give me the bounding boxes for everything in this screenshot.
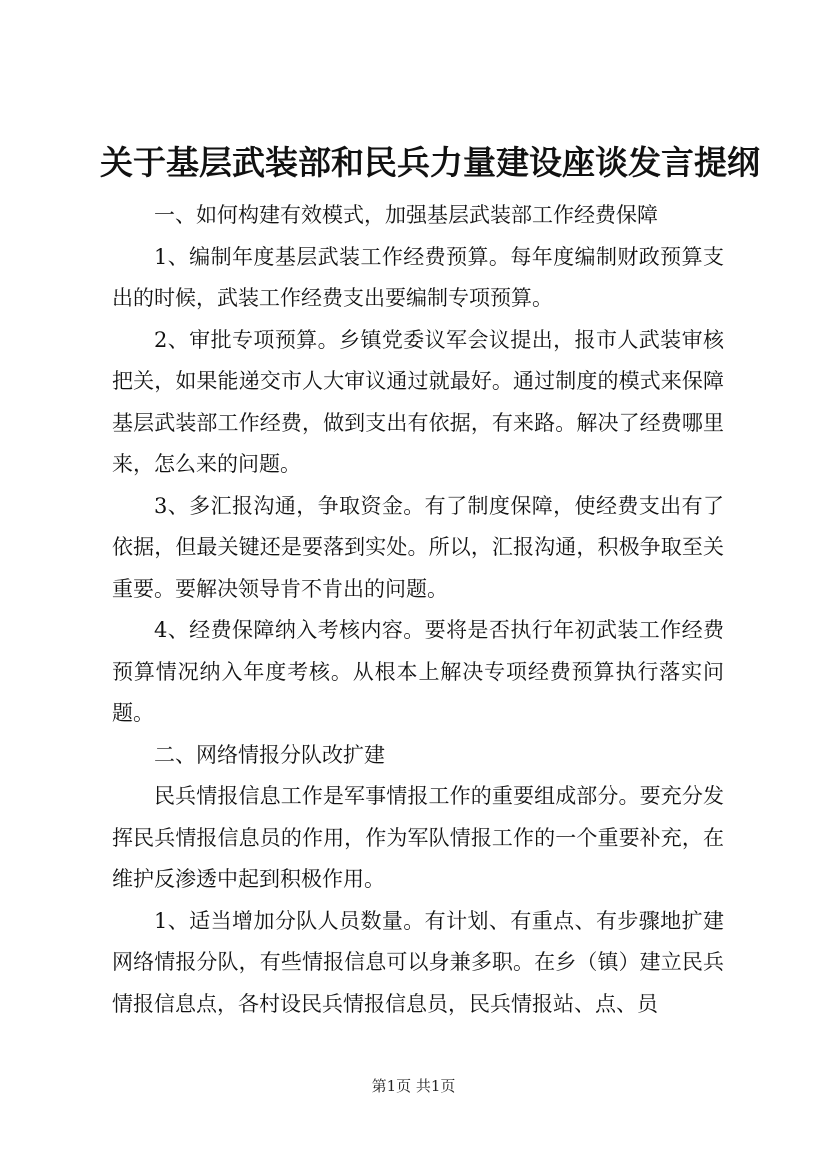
document-title: 关于基层武装部和民兵力量建设座谈发言提纲 (100, 143, 760, 182)
document-body (112, 195, 724, 1025)
paragraph-budget-planning: 1、编制年度基层武装工作经费预算。每年度编制财政预算支出的时候，武装工作经费支出要编制专项预算。 (112, 244, 724, 310)
section-heading-2: 二、网络情报分队改扩建 (154, 742, 385, 767)
page-footer: 第1页 共1页 (371, 1077, 456, 1095)
paragraph-militia-intelligence: 民兵情报信息工作是军事情报工作的重要组成部分。要充分发挥民兵情报信息员的作用，作为军队情报工作的一个重要补充，在维护反渗透中起到积极作用。 (112, 784, 724, 891)
section-heading-1: 一、如何构建有效模式，加强基层武装部工作经费保障 (154, 203, 658, 227)
paragraph-budget-approval: 2、审批专项预算。乡镇党委议军会议提出，报市人武装审核把关，如果能递交市人大审议通过就最好。通过制度的模式来保障基层武装部工作经费，做到支出有依据，有来路。解决了经费哪里来，怎么来的问题。 (112, 327, 724, 476)
paragraph-reporting-communication: 3、多汇报沟通，争取资金。有了制度保障，使经费支出有了依据，但最关键还是要落到实处。所以，汇报沟通，积极争取至关重要。要解决领导肯不肯出的问题。 (112, 493, 724, 601)
paragraph-assessment: 4、经费保障纳入考核内容。要将是否执行年初武装工作经费预算情况纳入年度考核。从根本上解决专项经费预算执行落实问题。 (112, 618, 724, 725)
paragraph-team-expansion: 1、适当增加分队人员数量。有计划、有重点、有步骤地扩建网络情报分队，有些情报信息可以身兼多职。在乡（镇）建立民兵情报信息点，各村设民兵情报信息员，民兵情报站、点、员 (112, 908, 724, 1016)
